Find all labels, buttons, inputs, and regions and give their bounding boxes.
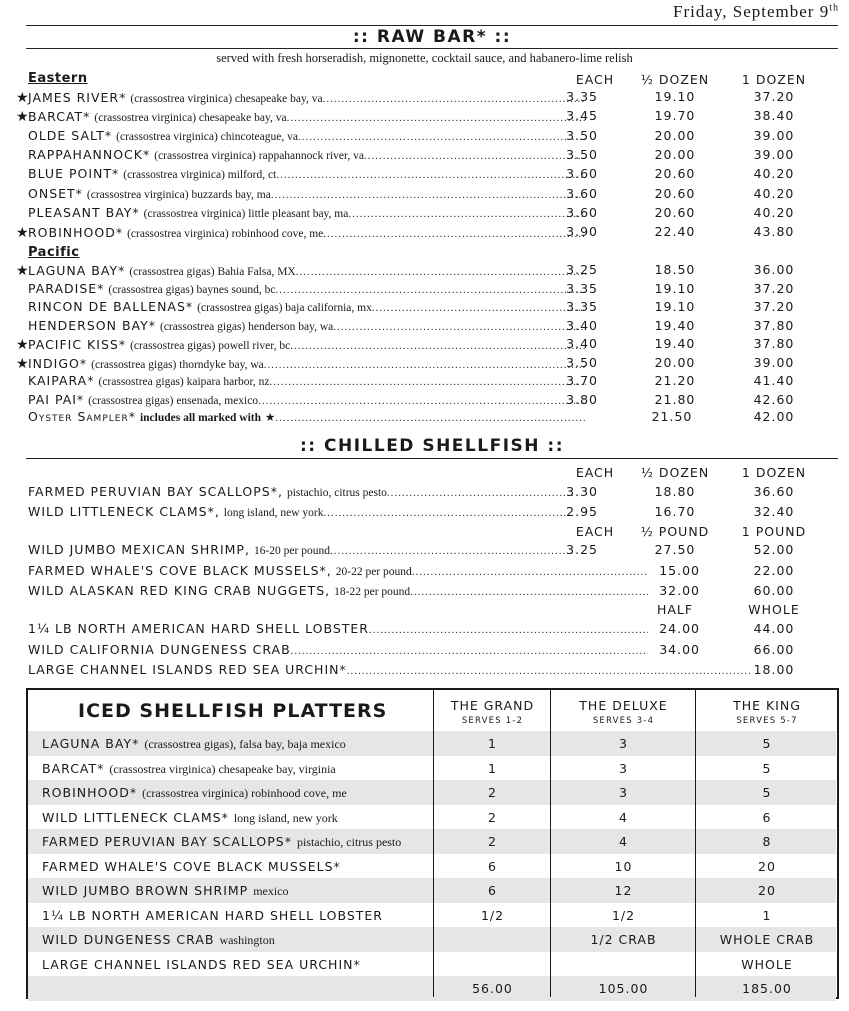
oyster-name: HENDERSON BAY* — [28, 317, 156, 333]
col-each: EACH — [575, 72, 615, 87]
price-dozen: 37.20 — [753, 89, 795, 104]
price-each: 3.40 — [566, 336, 598, 351]
oyster-origin: (crassostrea gigas) thorndyke bay, wa — [91, 358, 264, 371]
platter-qty: 1 — [762, 907, 772, 923]
price-half: 34.00 — [659, 641, 700, 657]
price-half: 20.60 — [654, 185, 696, 201]
price-full: 66.00 — [753, 641, 795, 657]
platters-title: ICED SHELLFISH PLATTERS — [78, 700, 388, 722]
sampler-each-price: 21.50 — [651, 409, 693, 424]
platter-item-name: BARCAT* (crassostrea virginica) chesapeake bay, virginia — [42, 760, 336, 776]
platter-row — [28, 854, 836, 879]
price-each: 3.80 — [566, 391, 598, 407]
price-dozen: 39.00 — [753, 354, 795, 370]
price-each: 3.40 — [566, 317, 598, 333]
price-half: 19.10 — [654, 89, 696, 104]
platter-qty: 1 — [488, 736, 497, 751]
platter-qty: 5 — [762, 760, 772, 776]
oyster-name: ONSET* — [28, 185, 83, 201]
oyster-name: PLEASANT BAY* — [28, 204, 140, 220]
oyster-name: RINCON DE BALLENAS* — [28, 299, 194, 314]
price-dozen: 39.00 — [753, 127, 795, 143]
oyster-name: PARADISE* — [28, 280, 105, 296]
price-dozen: 40.20 — [753, 166, 795, 182]
price-half: 32.00 — [659, 583, 700, 598]
platter-qty: 12 — [614, 883, 633, 898]
eastern-oyster-row — [16, 89, 586, 107]
star-icon: ★ — [16, 262, 29, 278]
platter-item-name: ROBINHOOD* (crassostrea virginica) robinhood cove, me — [42, 785, 347, 800]
platter-qty: 1/2 — [611, 907, 636, 923]
shellfish-row — [28, 583, 648, 601]
shellfish-desc: long island, new york — [223, 506, 324, 519]
shellfish-row — [28, 504, 574, 522]
shellfish-name: FARMED PERUVIAN BAY SCALLOPS*, — [28, 484, 283, 499]
platter-price-row — [28, 976, 836, 1001]
oyster-origin: (crassostrea virginica) little pleasant bay, ma — [143, 207, 349, 220]
shellfish-desc: 18-22 per pound — [334, 586, 411, 598]
price-each: 3.25 — [566, 542, 598, 557]
price-full: 22.00 — [753, 562, 795, 578]
shellfish-name: WILD CALIFORNIA DUNGENESS CRAB — [28, 641, 291, 657]
chilled-col-full-3: WHOLE — [748, 602, 800, 617]
star-icon: ★ — [265, 412, 276, 424]
oyster-name: INDIGO* — [28, 355, 88, 371]
platter-qty: 8 — [762, 834, 772, 849]
chilled-col-full-1: 1 DOZEN — [741, 465, 807, 480]
price-each: 3.60 — [566, 166, 598, 182]
price-half: 21.80 — [654, 391, 696, 407]
price-half: 19.40 — [654, 336, 696, 351]
price-each: 3.70 — [566, 373, 598, 388]
price-dozen: 40.20 — [753, 185, 795, 201]
oyster-origin: (crassostrea gigas) Bahia Falsa, MX — [129, 266, 296, 278]
platter-col-deluxe: THE DELUXE SERVES 3-4 — [579, 698, 668, 726]
price-dozen: 43.80 — [753, 224, 795, 240]
shellfish-row — [28, 484, 574, 502]
oyster-name: RAPPAHANNOCK* — [28, 146, 151, 162]
price-each: 3.60 — [566, 204, 598, 220]
pacific-oyster-row — [16, 318, 586, 336]
price-half: 20.00 — [654, 127, 696, 143]
price-each: 3.50 — [566, 146, 598, 162]
oyster-name: KAIPARA* — [28, 373, 95, 388]
oyster-origin: (crassostrea virginica) rappahannock river, va — [154, 149, 364, 162]
star-icon: ★ — [16, 354, 29, 371]
platter-item-name: WILD LITTLENECK CLAMS* long island, new york — [42, 809, 338, 825]
column-divider — [433, 690, 434, 997]
sampler-desc: includes all marked with — [139, 412, 262, 424]
platter-row — [28, 952, 836, 977]
chilled-col-full-2: 1 POUND — [741, 524, 807, 539]
platter-row — [28, 780, 836, 805]
platter-col-grand: THE GRAND SERVES 1-2 — [450, 698, 535, 726]
oyster-name: ROBINHOOD* — [28, 225, 124, 241]
platter-qty: 6 — [488, 883, 497, 898]
price-full: 44.00 — [753, 621, 795, 636]
platter-qty: 6 — [762, 809, 772, 825]
menu-date: Friday, September 9th — [672, 2, 839, 21]
platter-row — [28, 731, 836, 756]
price-dozen: 40.20 — [753, 204, 795, 220]
price-half: 18.80 — [654, 484, 696, 499]
platter-row — [28, 756, 836, 781]
star-icon: ★ — [16, 336, 29, 352]
platter-qty: 20 — [758, 883, 776, 898]
oyster-origin: (crassostrea gigas) powell river, bc — [130, 340, 291, 352]
price-dozen: 41.40 — [753, 373, 795, 388]
oyster-origin: (crassostrea gigas) ensenada, mexico — [88, 394, 259, 407]
pacific-oyster-row — [16, 373, 586, 391]
platter-row — [28, 903, 836, 928]
platter-price: 56.00 — [472, 981, 513, 996]
platter-item-name: LARGE CHANNEL ISLANDS RED SEA URCHIN* — [42, 956, 361, 972]
platter-qty: 10 — [614, 858, 633, 874]
price-each: 3.50 — [566, 354, 598, 370]
price-each: 3.35 — [566, 89, 598, 104]
pacific-oyster-row — [16, 281, 586, 299]
platter-qty: 5 — [762, 736, 772, 751]
price-dozen: 37.80 — [753, 317, 795, 333]
platter-qty: 4 — [619, 809, 628, 825]
shellfish-desc: 20-22 per pound — [335, 565, 412, 578]
platter-item-name: FARMED PERUVIAN BAY SCALLOPS* pistachio, citrus pesto — [42, 834, 402, 849]
col-dozen: 1 DOZEN — [741, 72, 807, 87]
platter-qty: 20 — [758, 858, 776, 874]
platter-qty: 2 — [488, 785, 497, 800]
platter-row — [28, 878, 836, 903]
oyster-origin: (crassostrea virginica) milford, ct — [123, 169, 277, 182]
platter-qty: 5 — [762, 785, 772, 800]
price-half: 19.40 — [654, 317, 696, 333]
dot-leader — [291, 645, 648, 657]
platter-item-name: LAGUNA BAY* (crassostrea gigas), falsa bay, baja mexico — [42, 736, 346, 751]
platter-item-name: 1¼ LB NORTH AMERICAN HARD SHELL LOBSTER — [42, 907, 383, 923]
price-full: 32.40 — [753, 503, 795, 519]
platter-col-king: THE KING SERVES 5-7 — [733, 698, 801, 726]
chilled-col-half-2: ½ POUND — [640, 524, 710, 539]
eastern-oyster-row — [16, 147, 586, 165]
price-dozen: 36.00 — [753, 262, 795, 277]
eastern-oyster-row — [16, 108, 586, 126]
price-half: 15.00 — [659, 562, 700, 578]
platter-qty: 4 — [619, 834, 628, 849]
oyster-origin: (crassostrea virginica) chesapeake bay, va — [130, 93, 323, 105]
raw-bar-title: :: RAW BAR* :: — [26, 25, 838, 49]
oyster-origin: (crassostrea virginica) chincoteague, va — [116, 130, 298, 143]
eastern-oyster-row — [16, 224, 586, 242]
platter-item-name: FARMED WHALE'S COVE BLACK MUSSELS* — [42, 858, 341, 874]
price-half: 16.70 — [654, 503, 696, 519]
price-each: 3.25 — [566, 262, 598, 277]
price-half: 18.50 — [654, 262, 696, 277]
platters-table — [26, 688, 839, 999]
dot-leader — [347, 665, 750, 677]
price-each: 3.45 — [566, 108, 598, 124]
platter-qty: 1 — [488, 760, 497, 776]
price-dozen: 39.00 — [753, 146, 795, 162]
eastern-oyster-row — [16, 186, 586, 204]
shellfish-row — [28, 542, 574, 560]
star-icon: ★ — [16, 108, 29, 125]
eastern-label: Eastern — [28, 71, 88, 86]
star-icon: ★ — [16, 89, 29, 105]
platter-qty: 3 — [619, 785, 628, 800]
price-each: 3.60 — [566, 185, 598, 201]
shellfish-name: LARGE CHANNEL ISLANDS RED SEA URCHIN* — [28, 662, 347, 677]
platter-row — [28, 927, 836, 952]
oyster-origin: (crassostrea virginica) robinhood cove, me — [127, 228, 324, 241]
price-half: 20.00 — [654, 146, 696, 162]
shellfish-name: FARMED WHALE'S COVE BLACK MUSSELS*, — [28, 562, 332, 578]
oyster-name: PAI PAI* — [28, 391, 85, 407]
oyster-origin: (crassostrea virginica) buzzards bay, ma — [86, 188, 271, 201]
eastern-oyster-row — [16, 166, 586, 184]
platter-price: 105.00 — [598, 981, 649, 996]
chilled-col-half-3: HALF — [656, 602, 694, 617]
price-half: 19.10 — [654, 299, 696, 314]
price-each: 2.95 — [566, 503, 598, 519]
oyster-name: LAGUNA BAY* — [28, 263, 126, 278]
pacific-label: Pacific — [28, 245, 80, 260]
column-divider — [550, 690, 551, 997]
shellfish-row — [28, 662, 750, 680]
price-half: 20.60 — [654, 166, 696, 182]
platter-qty: 6 — [488, 858, 497, 874]
platter-price: 185.00 — [742, 981, 792, 996]
oyster-origin: (crassostrea virginica) chesapeake bay, va — [94, 112, 287, 125]
price-dozen: 38.40 — [753, 108, 795, 124]
price-dozen: 37.20 — [753, 280, 795, 296]
oyster-sampler-row — [16, 409, 586, 427]
platter-qty: WHOLE — [741, 956, 793, 972]
chilled-col-half-1: ½ DOZEN — [640, 465, 710, 480]
pacific-oyster-row — [16, 299, 586, 317]
oyster-name: OLDE SALT* — [28, 127, 113, 143]
platter-row — [28, 829, 836, 854]
shellfish-row — [28, 642, 648, 660]
eastern-oyster-row — [16, 128, 586, 146]
platter-qty: WHOLE CRAB — [719, 932, 815, 947]
column-divider — [695, 690, 696, 997]
oyster-origin: (crassostrea gigas) henderson bay, wa — [160, 320, 334, 333]
shellfish-name: 1¼ LB NORTH AMERICAN HARD SHELL LOBSTER — [28, 621, 369, 636]
sampler-dozen-price: 42.00 — [753, 409, 795, 424]
chilled-col-each-2: EACH — [575, 524, 615, 539]
platter-qty: 2 — [488, 834, 497, 849]
price-full: 60.00 — [753, 583, 795, 598]
raw-bar-subtitle: served with fresh horseradish, mignonette, cocktail sauce, and habanero-lime relish — [216, 51, 633, 65]
price-half: 22.40 — [654, 224, 696, 240]
price-dozen: 42.60 — [753, 391, 795, 407]
pacific-oyster-row — [16, 262, 586, 280]
oyster-origin: (crassostrea gigas) kaipara harbor, nz — [98, 376, 270, 388]
platter-qty: 1/2 CRAB — [590, 932, 657, 947]
oyster-name: BARCAT* — [28, 109, 91, 125]
price-each: 3.35 — [566, 280, 598, 296]
shellfish-row — [28, 563, 648, 581]
chilled-title: :: CHILLED SHELLFISH :: — [26, 435, 838, 459]
platter-qty: 1/2 — [480, 907, 505, 923]
price-dozen: 37.80 — [753, 336, 795, 351]
platter-qty: 3 — [619, 736, 628, 751]
price-each: 3.50 — [566, 127, 598, 143]
price-full: 18.00 — [753, 662, 795, 677]
price-half: 27.50 — [654, 542, 696, 557]
oyster-name: JAMES RIVER* — [28, 90, 127, 105]
price-half: 19.10 — [654, 280, 696, 296]
price-each: 3.30 — [566, 484, 598, 499]
oyster-name: PACIFIC KISS* — [28, 337, 127, 352]
oyster-origin: (crassostrea gigas) baynes sound, bc — [108, 283, 276, 296]
price-dozen: 37.20 — [753, 299, 795, 314]
pacific-oyster-row — [16, 392, 586, 410]
price-full: 36.60 — [753, 484, 795, 499]
pacific-oyster-row — [16, 336, 586, 354]
platter-qty: 3 — [619, 760, 628, 776]
shellfish-desc: pistachio, citrus pesto — [286, 487, 387, 499]
price-half: 20.00 — [654, 354, 696, 370]
platter-row — [28, 805, 836, 830]
platter-qty: 2 — [488, 809, 497, 825]
shellfish-name: WILD ALASKAN RED KING CRAB NUGGETS, — [28, 583, 331, 598]
price-half: 24.00 — [659, 621, 700, 636]
shellfish-row — [28, 621, 648, 639]
col-half-dozen: ½ DOZEN — [640, 72, 710, 87]
shellfish-name: WILD JUMBO MEXICAN SHRIMP, — [28, 542, 250, 557]
shellfish-name: WILD LITTLENECK CLAMS*, — [28, 503, 220, 519]
star-icon: ★ — [16, 224, 29, 241]
eastern-oyster-row — [16, 205, 586, 223]
price-full: 52.00 — [753, 542, 795, 557]
pacific-oyster-row — [16, 355, 586, 373]
oyster-name: BLUE POINT* — [28, 166, 120, 182]
oyster-origin: (crassostrea gigas) baja california, mx — [197, 302, 372, 314]
price-half: 21.20 — [654, 373, 696, 388]
platter-item-name: WILD DUNGENESS CRAB washington — [42, 932, 275, 947]
price-each: 3.35 — [566, 299, 598, 314]
price-each: 3.90 — [566, 224, 598, 240]
chilled-col-each-1: EACH — [575, 465, 615, 480]
price-half: 19.70 — [654, 108, 696, 124]
shellfish-desc: 16-20 per pound — [253, 545, 330, 557]
price-half: 20.60 — [654, 204, 696, 220]
platter-item-name: WILD JUMBO BROWN SHRIMP mexico — [42, 883, 289, 898]
sampler-name: Oyster Sampler* — [28, 409, 136, 424]
